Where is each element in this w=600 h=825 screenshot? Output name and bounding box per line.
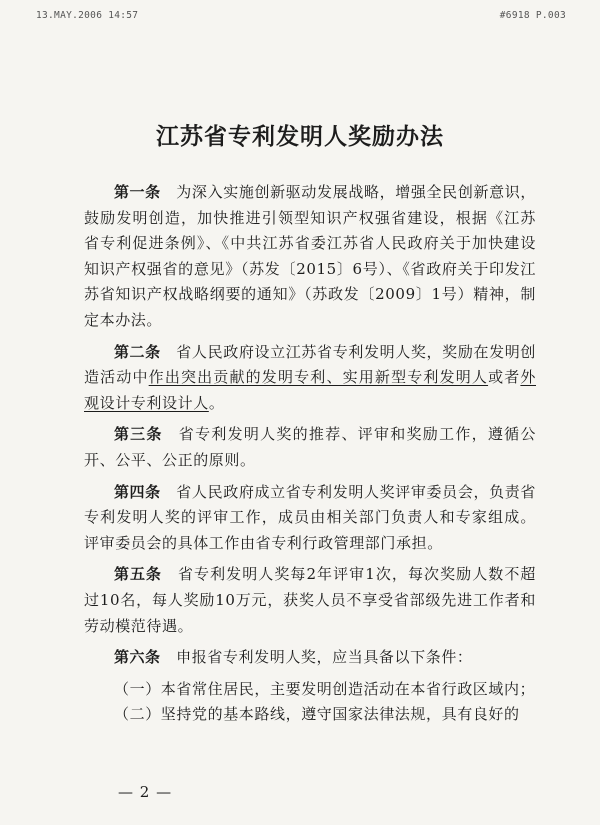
article-text: 省人民政府设立江苏省专利发明人奖，奖励在发明创造活动中	[84, 342, 536, 387]
article-text: 为深入实施创新驱动发展战略，增强全民创新意识，鼓励发明创造，加快推进引领型知识产权强省建设，根据《江苏省专利促进条例》、《中共江苏省委江苏省人民政府关于加快建设知识产权强省的意见》（苏发〔2015〕6号）、《省政府关于印发江苏省知识产权战略纲要的通知》（苏政发〔2009〕1号）精神，制定本办法。	[84, 183, 536, 329]
article-label: 第二条	[114, 342, 161, 361]
article-text: 或者	[488, 368, 521, 387]
article-paragraph	[84, 480, 536, 557]
article-paragraph	[84, 562, 536, 639]
article-text: 省人民政府成立省专利发明人奖评审委员会，负责省专利发明人奖的评审工作，成员由相关部门负责人和专家组成。评审委员会的具体工作由省专利行政管理部门承担。	[84, 482, 536, 552]
article-label: 第三条	[114, 425, 163, 444]
page-number: — 2 —	[118, 783, 173, 801]
condition-item: （一）本省常住居民，主要发明创造活动在本省行政区域内；	[114, 679, 536, 698]
article-paragraph	[84, 645, 536, 671]
underlined-text: 外观设计专利设计人	[84, 368, 536, 412]
article-text: 。	[208, 393, 225, 412]
article-label: 第六条	[114, 648, 161, 667]
condition-item: （二）坚持党的基本路线，遵守国家法律法规，具有良好的	[114, 705, 520, 724]
underlined-text: 作出突出贡献的发明专利、实用新型专利发明人	[148, 368, 489, 387]
fax-timestamp: 13.MAY.2006 14:57	[36, 10, 139, 21]
article-text: 申报省专利发明人奖，应当具备以下条件：	[176, 648, 473, 667]
article-paragraph	[84, 422, 536, 473]
fax-page-id: #6918 P.003	[499, 10, 566, 21]
document-body	[84, 180, 536, 728]
article-label: 第四条	[114, 482, 161, 501]
article-paragraph	[84, 340, 536, 417]
article-list	[84, 180, 536, 671]
article-label: 第一条	[114, 183, 161, 201]
article-text: 省专利发明人奖的推荐、评审和奖励工作，遵循公开、公平、公正的原则。	[84, 425, 537, 469]
article-paragraph	[84, 180, 536, 334]
condition-list	[84, 677, 536, 728]
article-label: 第五条	[114, 565, 162, 584]
document-title: 江苏省专利发明人奖励办法	[156, 123, 444, 150]
article-text: 省专利发明人奖每2年评审1次，每次奖励人数不超过10名，每人奖励10万元，获奖人员不享受省部级先进工作者和劳动模范待遇。	[84, 565, 536, 635]
